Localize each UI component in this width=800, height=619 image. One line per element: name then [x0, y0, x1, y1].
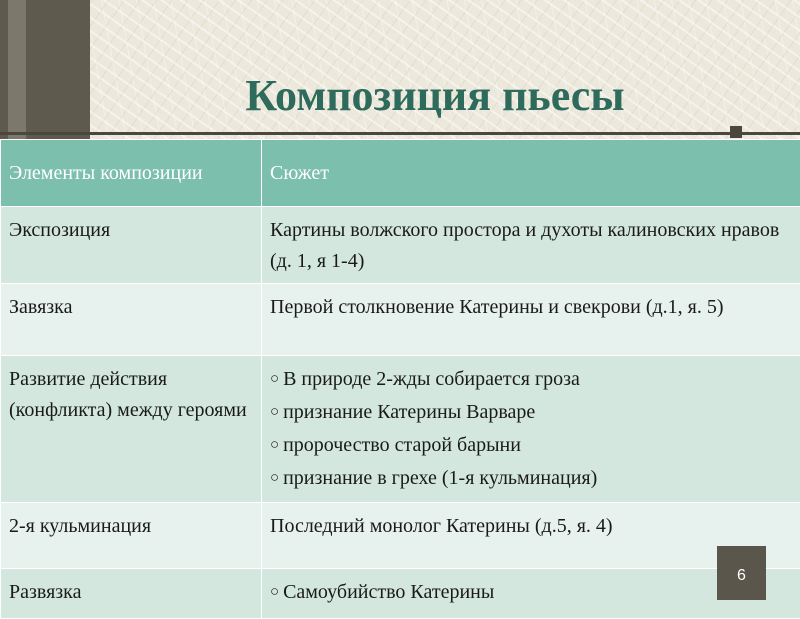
plot-cell: Первой столкновение Катерины и свекрови (д.1, я. 5): [262, 284, 800, 356]
decorative-square: [730, 126, 742, 138]
composition-table: [0, 139, 800, 619]
table-header-row: [1, 140, 800, 207]
element-cell: Завязка: [1, 284, 262, 356]
plot-cell: Последний монолог Катерины (д.5, я. 4): [262, 503, 800, 569]
plot-bullet: ○ В природе 2-жды собирается гроза: [270, 364, 792, 397]
page-number: 6: [717, 546, 766, 600]
header-plot: Сюжет: [262, 140, 800, 207]
plot-cell: Картины волжского простора и духоты калиновских нравов (д. 1, я 1-4): [262, 207, 800, 284]
slide-title: Композиция пьесы: [0, 70, 800, 121]
element-cell: Экспозиция: [1, 207, 262, 284]
plot-cell: [262, 356, 800, 503]
plot-bullet: ○ пророчество старой барыни: [270, 430, 792, 463]
header-elements: Элементы композиции: [1, 140, 262, 207]
decorative-line: [0, 132, 800, 135]
table-row: [1, 284, 800, 356]
element-cell: 2-я кульминация: [1, 503, 262, 569]
table-row: [1, 207, 800, 284]
plot-bullet: ○ признание Катерины Варваре: [270, 397, 792, 430]
element-cell: Развязка: [1, 569, 262, 619]
plot-bullet: ○ Самоубийство Катерины: [270, 577, 792, 610]
table-row: [1, 569, 800, 619]
table-row: [1, 356, 800, 503]
plot-bullet: ○ признание в грехе (1-я кульминация): [270, 463, 792, 496]
element-cell: Развитие действия (конфликта) между героями: [1, 356, 262, 503]
table-row: [1, 503, 800, 569]
